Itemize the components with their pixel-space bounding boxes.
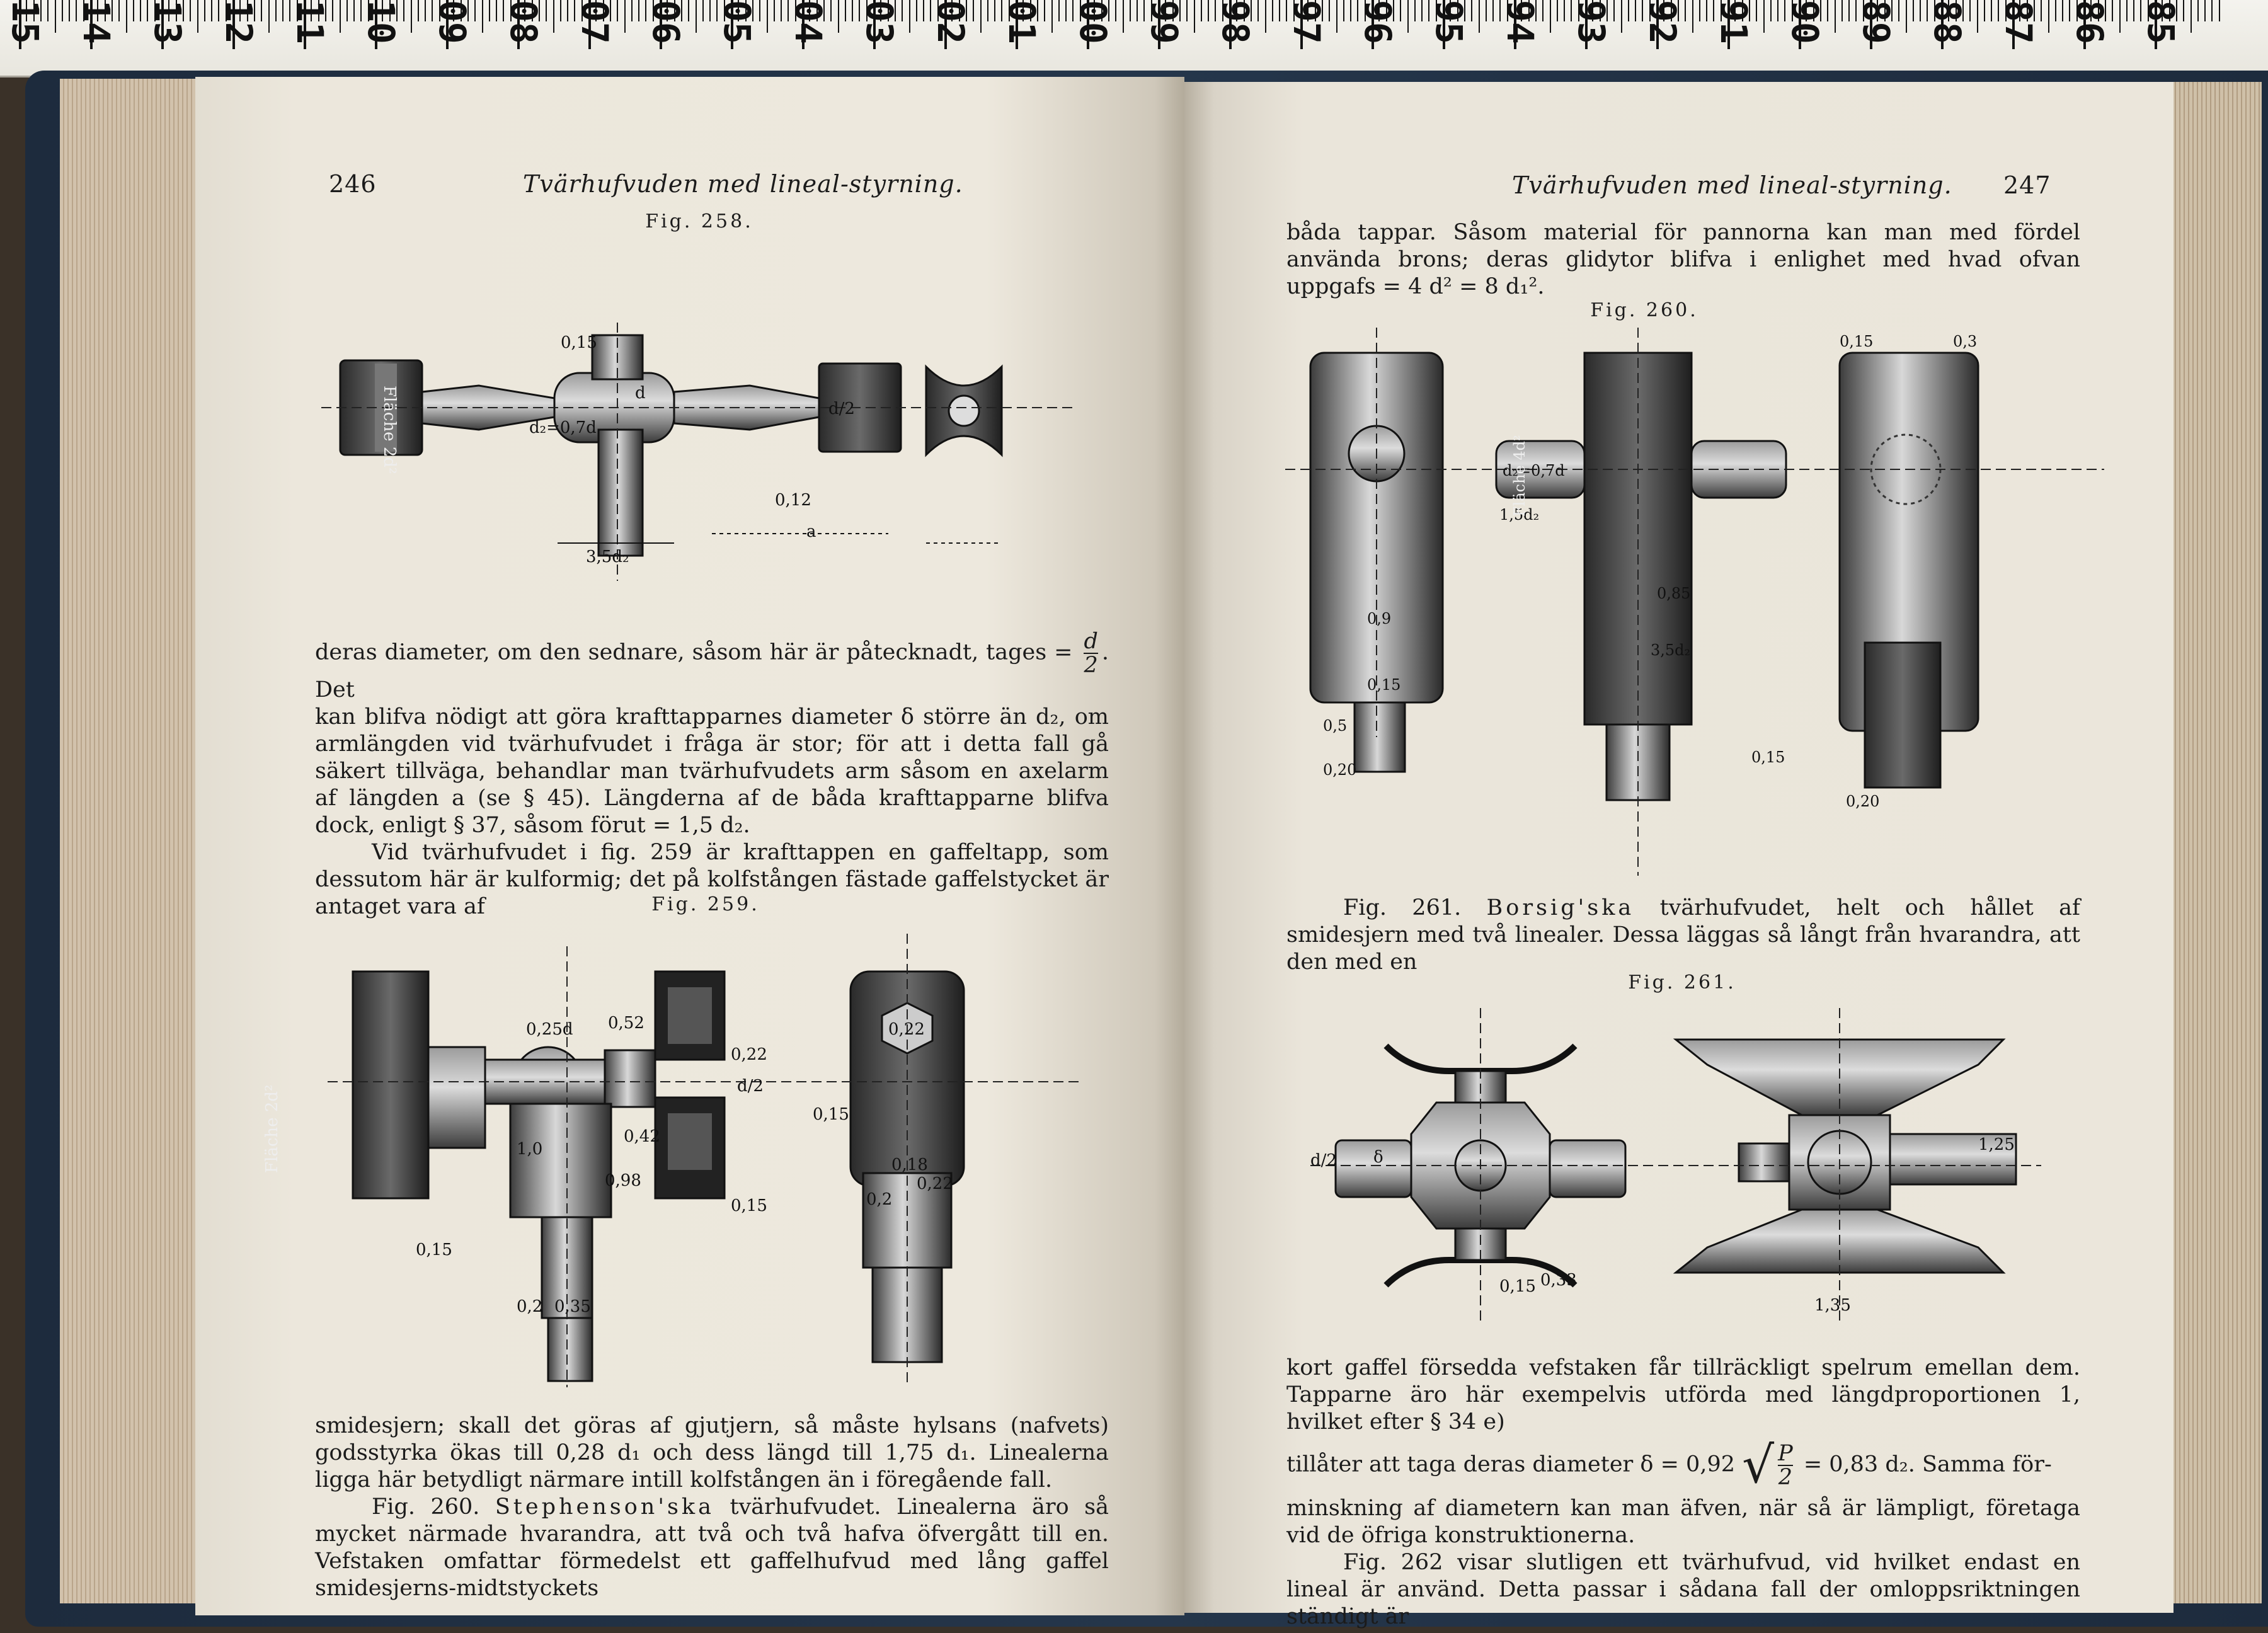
ruler-tick — [1706, 0, 1707, 21]
fig259-label-6: 0,42 — [624, 1127, 660, 1146]
fig259-label-15: 0,22 — [917, 1174, 953, 1193]
ruler-tick — [1336, 0, 1337, 33]
ruler-number: 14 — [75, 0, 118, 44]
fig259-label-5: 1,0 — [517, 1140, 543, 1159]
ruler-tick — [1486, 0, 1487, 21]
left-para1-rest: kan blifva nödigt att göra krafttapparnes diameter δ större än d₂, om armlängden vid tvärhufvudet i fråga är stor; för att i detta fall gå säkert tillväga, behandlar man tvärhufvudets arm såsom en axelarm af längden a (se § 45). Längderna af de båda krafttapparne blifva dock, enligt § 37, såsom förut = 1,5 d₂. — [315, 704, 1109, 838]
ruler-tick — [1272, 0, 1273, 21]
ruler-tick — [211, 0, 212, 21]
fig261-label-1: d/2 — [1310, 1151, 1337, 1170]
ruler-tick — [62, 0, 63, 21]
ruler-number: 02 — [929, 0, 972, 44]
ruler-number: 06 — [644, 0, 687, 44]
ruler-tick — [1137, 0, 1138, 21]
ruler-tick — [1898, 0, 1899, 21]
ruler-tick — [624, 0, 626, 33]
fig259-label-9: 0,15 — [416, 1241, 452, 1259]
ruler-tick — [1628, 0, 1629, 21]
left-para3: smidesjern; skall det göras af gjutjern, så måste hylsans (nafvets) godsstyrka ökas till 0,28 d₁ och dess längd till 1,75 d₁. Linealerna ligga här betydligt närmare intill kolfstången än i föregående fall. — [315, 1413, 1109, 1493]
ruler-number: 85 — [2139, 0, 2182, 44]
ruler-tick — [1065, 0, 1067, 21]
ruler-tick — [118, 0, 120, 21]
ruler-tick — [340, 0, 341, 33]
ruler-tick — [1051, 0, 1053, 33]
ruler-tick — [353, 0, 355, 21]
ruler-tick — [1407, 0, 1409, 33]
ruler-number: 89 — [1855, 0, 1898, 44]
fig258-label-4: d — [635, 384, 646, 403]
ruler-tick — [2119, 0, 2121, 33]
ruler-tick — [1977, 0, 1978, 33]
ruler-number: 97 — [1285, 0, 1328, 44]
ruler-tick — [1777, 0, 1778, 21]
fraction-d-over-2: $\frac{d}{2}$ — [1084, 629, 1098, 678]
ruler-tick — [1350, 0, 1351, 21]
ruler-number: 94 — [1499, 0, 1542, 44]
ruler-tick — [2055, 0, 2056, 21]
fig260-label-12: 0,15 — [1751, 748, 1785, 766]
ruler-tick — [1770, 0, 1772, 21]
ruler-tick — [1400, 0, 1401, 21]
ruler-tick — [1414, 0, 1416, 21]
right-para1: båda tappar. Såsom material för pannorna kan man med fördel använda brons; deras glidytor blifva i enlighet med hvad ofvan uppgafs = 4 d² = 8 d₁². — [1286, 220, 2080, 299]
fig261-label-4: 0,33 — [1540, 1271, 1577, 1290]
ruler-tick — [2211, 0, 2213, 21]
ruler-number: 01 — [1000, 0, 1043, 44]
ruler-tick — [1835, 0, 1836, 33]
left-body-top — [315, 630, 1109, 920]
fig259-drawing — [263, 934, 1084, 1394]
ruler-tick — [1471, 0, 1472, 21]
ruler-tick — [617, 0, 618, 21]
ruler-tick — [1123, 0, 1124, 33]
fraction-p-over-2: $\frac{P}{2}$ — [1778, 1441, 1793, 1490]
left-para1-line1: deras diameter, om den sednare, såsom här är påtecknadt, tages = $\frac{d}{2}$ . Det — [315, 629, 1109, 702]
fig260-label-2: 0,3 — [1953, 333, 1978, 350]
ruler-tick — [1920, 0, 1921, 21]
ruler-tick — [2112, 0, 2113, 21]
ruler-tick — [781, 0, 782, 21]
ruler-tick — [567, 0, 568, 21]
page-number-right: 247 — [2003, 171, 2051, 199]
ruler-tick — [1685, 0, 1686, 21]
ruler-tick — [1906, 0, 1907, 33]
ruler-tick — [346, 0, 348, 21]
ruler-number: 95 — [1428, 0, 1470, 44]
ruler-tick — [631, 0, 633, 21]
fig259-label-2: 0,52 — [608, 1014, 644, 1033]
fig260-label-6: 0,85 — [1657, 585, 1691, 602]
fig259-label-11: 0,35 — [554, 1297, 591, 1316]
fig260-label-10: 0,5 — [1323, 717, 1348, 735]
ruler-tick — [2048, 0, 2049, 33]
fig261-label-6: 1,35 — [1814, 1296, 1851, 1315]
fig260-label-4: d₂=0,7d — [1503, 462, 1565, 479]
ruler-tick — [1827, 0, 1828, 21]
ruler-tick — [2041, 0, 2042, 21]
ruler-tick — [560, 0, 561, 21]
ruler-tick — [1329, 0, 1330, 21]
right-para3: kort gaffel försedda vefstaken får tillräckligt spelrum emellan dem. Tapparne äro här exempelvis utförda med längdproportionen 1, hvilket efter § 34 e) — [1286, 1355, 2080, 1435]
ruler-number: 05 — [716, 0, 759, 44]
fig259-label-8: 0,15 — [731, 1196, 767, 1215]
ruler-tick — [1130, 0, 1131, 21]
fig261-label-3: 0,15 — [1499, 1277, 1536, 1296]
ruler-number: 09 — [431, 0, 474, 44]
fig258-label-3: d₂=0,7d — [529, 418, 597, 437]
ruler-tick — [1621, 0, 1622, 33]
ruler-tick — [1492, 0, 1494, 21]
ruler-number: 03 — [858, 0, 901, 44]
ruler-tick — [2191, 0, 2192, 33]
ruler-tick — [1557, 0, 1558, 21]
ruler-tick — [696, 0, 697, 33]
ruler-number: 00 — [1072, 0, 1114, 44]
fig259-caption: Fig. 259. — [651, 893, 760, 915]
fig259-label-14: 0,18 — [891, 1155, 928, 1174]
ruler-tick — [489, 0, 490, 21]
ruler-tick — [1186, 0, 1188, 21]
right-page — [1184, 82, 2174, 1629]
fig260-label-13: 0,20 — [1846, 793, 1880, 810]
ruler-tick — [140, 0, 141, 21]
ruler-number: 04 — [787, 0, 830, 44]
left-para2: Vid tvärhufvudet i fig. 259 är krafttappen en gaffeltapp, som dessutom här är kulformig; det på kolfstången fästade gaffelstycket är antaget vara af — [315, 840, 1109, 919]
ruler-tick — [69, 0, 70, 21]
ruler-tick — [2219, 0, 2220, 21]
fig258-label-5: d/2 — [828, 399, 855, 418]
left-page — [195, 77, 1184, 1615]
ruler-tick — [1692, 0, 1693, 33]
ruler-tick — [638, 0, 639, 21]
fig260-label-9: 0,15 — [1367, 676, 1401, 694]
ruler-number: 88 — [1926, 0, 1969, 44]
ruler-tick — [1194, 0, 1195, 33]
ruler-tick — [852, 0, 853, 21]
measuring-ruler — [0, 0, 2268, 77]
ruler-number: 99 — [1143, 0, 1186, 44]
right-para3-math: tillåter att taga deras diameter δ = 0,92 √ $\frac{P}{2}$ = 0,83 d₂. Samma för- — [1286, 1436, 2052, 1494]
ruler-tick — [980, 0, 982, 33]
fig259-label-16: 0,15 — [813, 1105, 849, 1124]
ruler-tick — [197, 0, 198, 33]
ruler-tick — [332, 0, 333, 21]
ruler-tick — [1635, 0, 1636, 21]
ruler-tick — [702, 0, 704, 21]
ruler-tick — [1044, 0, 1045, 21]
fig261-label-5: 1,25 — [1978, 1135, 2015, 1154]
ruler-number: 93 — [1570, 0, 1613, 44]
ruler-number: 90 — [1784, 0, 1826, 44]
ruler-tick — [1201, 0, 1202, 21]
ruler-tick — [2126, 0, 2128, 21]
page-edges-left — [60, 79, 211, 1603]
left-body-bottom — [315, 1412, 1109, 1602]
ruler-number: 12 — [217, 0, 260, 44]
fig260-label-7: 3,5d₂ — [1651, 641, 1691, 659]
ruler-tick — [425, 0, 426, 21]
ruler-tick — [1763, 0, 1765, 33]
ruler-tick — [496, 0, 497, 21]
ruler-tick — [838, 0, 839, 33]
ruler-tick — [994, 0, 995, 21]
ruler-tick — [55, 0, 56, 33]
ruler-tick — [1058, 0, 1060, 21]
fig258-label-8: 3,5d₂ — [586, 547, 629, 566]
fig260-drawing — [1285, 328, 2104, 882]
ruler-tick — [482, 0, 483, 33]
ruler-tick — [1991, 0, 1992, 21]
ruler-tick — [546, 0, 547, 21]
fig258-label-1: 0,15 — [561, 333, 597, 352]
fig258-label-7: a — [806, 522, 816, 541]
ruler-tick — [916, 0, 917, 21]
ruler-number: 15 — [4, 0, 47, 44]
ruler-number: 91 — [1712, 0, 1755, 44]
ruler-tick — [688, 0, 689, 21]
ruler-tick — [1542, 0, 1544, 21]
ruler-tick — [268, 0, 270, 33]
ruler-tick — [190, 0, 191, 21]
ruler-number: 96 — [1356, 0, 1399, 44]
ruler-number: 07 — [573, 0, 616, 44]
ruler-tick — [403, 0, 404, 21]
ruler-tick — [845, 0, 846, 21]
ruler-tick — [261, 0, 262, 21]
fig259-label-7: 0,98 — [605, 1171, 641, 1190]
sqrt-sign: √ — [1742, 1436, 1775, 1494]
right-para2: Fig. 261. Borsig'ska tvärhufvudet, helt och hållet af smidesjern med två linealer. Dessa läggas så långt från hvarandra, att den med en — [1286, 895, 2080, 975]
ruler-tick — [709, 0, 711, 21]
fig260-label-11: 0,20 — [1323, 761, 1357, 779]
ruler-tick — [47, 0, 49, 21]
fig259-label-13: 0,22 — [888, 1020, 925, 1039]
fig260-label-3: Fläche 4d² — [1511, 435, 1528, 517]
running-head-right: Tvärhufvuden med lineal-styrning. — [1512, 171, 1952, 199]
ruler-tick — [1969, 0, 1971, 21]
fig261-label-2: δ — [1373, 1148, 1383, 1167]
ruler-tick — [909, 0, 910, 33]
ruler-tick — [1699, 0, 1700, 21]
ruler-tick — [204, 0, 205, 21]
ruler-tick — [1848, 0, 1850, 21]
ruler-tick — [830, 0, 832, 21]
ruler-tick — [2133, 0, 2134, 21]
fig259-label-1: 0,25d — [526, 1020, 573, 1039]
ruler-number: 86 — [2068, 0, 2111, 44]
ruler-number: 11 — [289, 0, 331, 44]
ruler-tick — [923, 0, 924, 21]
right-para4: minskning af diametern kan man äfven, när så är lämpligt, företaga vid de öfriga konstruktionerna. — [1286, 1496, 2080, 1548]
ruler-tick — [2204, 0, 2206, 21]
ruler-tick — [1257, 0, 1259, 21]
fig261-drawing — [1285, 1008, 2104, 1336]
ruler-tick — [1841, 0, 1843, 21]
fig258-caption: Fig. 258. — [645, 210, 753, 232]
fig260-label-1: 0,15 — [1840, 333, 1874, 350]
ruler-tick — [1115, 0, 1116, 21]
page-edges-right — [2167, 82, 2262, 1603]
ruler-tick — [1208, 0, 1209, 21]
ruler-tick — [902, 0, 903, 21]
fig258-label-2: Fläche 2d² — [380, 386, 399, 474]
ruler-tick — [282, 0, 284, 21]
ruler-tick — [973, 0, 974, 21]
fig259-label-12: Fläche 2d² — [263, 1084, 282, 1173]
fig260-label-5: 1,5d₂ — [1499, 506, 1540, 524]
right-para5: Fig. 262 visar slutligen ett tvärhufvud, vid hvilket endast en lineal är använd. Detta passar i sådana fall der omloppsriktningen ständigt är — [1286, 1550, 2080, 1629]
right-body-bottom — [1286, 1355, 2080, 1630]
ruler-tick — [2062, 0, 2063, 21]
ruler-tick — [2197, 0, 2199, 21]
ruler-tick — [1613, 0, 1615, 21]
ruler-tick — [1756, 0, 1757, 21]
fig259-label-4: d/2 — [737, 1077, 764, 1096]
ruler-tick — [1984, 0, 1985, 21]
running-head-left: Tvärhufvuden med lineal-styrning. — [523, 170, 963, 198]
ruler-tick — [1421, 0, 1423, 21]
ruler-tick — [1550, 0, 1551, 33]
fig260-label-8: 0,9 — [1367, 610, 1392, 627]
ruler-number: 13 — [146, 0, 189, 44]
ruler-tick — [411, 0, 412, 33]
fig260-caption: Fig. 260. — [1590, 299, 1698, 321]
ruler-tick — [133, 0, 134, 21]
fig259-label-10: 0,2 — [517, 1297, 543, 1316]
ruler-tick — [126, 0, 127, 33]
ruler-number: 87 — [1997, 0, 2040, 44]
ruler-tick — [1343, 0, 1344, 21]
ruler-tick — [418, 0, 419, 21]
ruler-tick — [1279, 0, 1280, 21]
ruler-tick — [275, 0, 277, 21]
page-number-left: 246 — [329, 170, 377, 198]
fig258-drawing — [321, 241, 1077, 593]
ruler-tick — [1479, 0, 1480, 33]
ruler-tick — [774, 0, 775, 21]
ruler-tick — [2183, 0, 2184, 21]
fig259-label-17: 0,2 — [866, 1190, 893, 1209]
ruler-number: 98 — [1214, 0, 1257, 44]
ruler-number: 10 — [360, 0, 403, 44]
ruler-tick — [553, 0, 554, 33]
ruler-number: 08 — [502, 0, 545, 44]
ruler-tick — [759, 0, 760, 21]
ruler-tick — [1564, 0, 1565, 21]
ruler-tick — [987, 0, 988, 21]
left-para4: Fig. 260. Stephenson'ska tvärhufvudet. Linealerna äro så mycket närmade hvarandra, att två och två hafva öfvergått till en. Vefstaken omfattar förmedelst ett gaffelhufvud med lång gaffel smidesjerns-midtstyckets — [315, 1494, 1109, 1601]
ruler-tick — [474, 0, 476, 21]
fig259-label-3: 0,22 — [731, 1045, 767, 1064]
fig258-label-6: 0,12 — [775, 491, 811, 510]
ruler-tick — [1265, 0, 1266, 33]
ruler-number: 92 — [1641, 0, 1684, 44]
fig261-caption: Fig. 261. — [1628, 971, 1736, 994]
ruler-tick — [1913, 0, 1914, 21]
ruler-tick — [767, 0, 768, 33]
